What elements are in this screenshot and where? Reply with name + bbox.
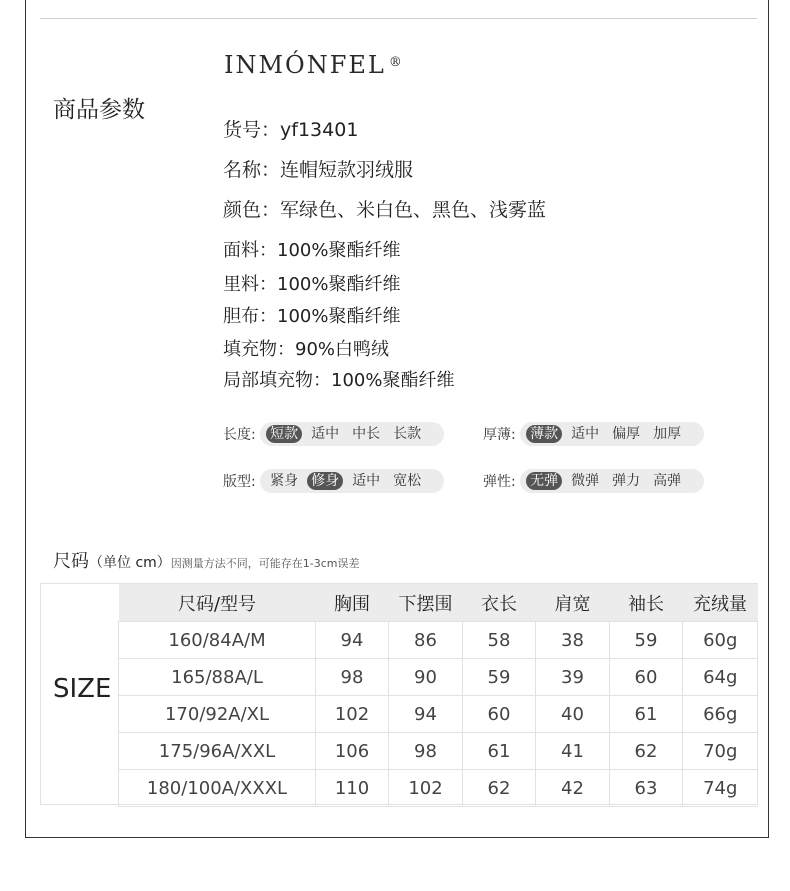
table-cell: 38 — [536, 622, 610, 659]
table-cell: 64g — [683, 659, 758, 696]
table-row — [119, 622, 758, 659]
table-cell: 40 — [536, 696, 610, 733]
table-cell: 102 — [316, 696, 389, 733]
attr-fit-options — [260, 469, 444, 493]
attr-elasticity-label: 弹性: — [483, 474, 516, 490]
table-cell: 170/92A/XL — [119, 696, 316, 733]
attr-elasticity-option: 高弹 — [653, 473, 682, 489]
size-note: 因测量方法不同，可能存在1-3cm误差 — [170, 557, 360, 570]
spec-item-lining: 里料：100%聚酯纤维 — [223, 274, 401, 295]
table-cell: 106 — [316, 733, 389, 770]
table-row — [119, 696, 758, 733]
spec-item-code: 货号：yf13401 — [223, 119, 359, 141]
table-cell: 60g — [683, 622, 758, 659]
table-cell: 180/100A/XXXL — [119, 770, 316, 807]
spec-item-inner-fabric: 胆布：100%聚酯纤维 — [223, 306, 401, 327]
table-cell: 70g — [683, 733, 758, 770]
header-size-model: 尺码/型号 — [119, 584, 316, 622]
spec-item-filling: 填充物：90%白鸭绒 — [223, 339, 390, 360]
attr-thickness — [483, 422, 704, 446]
table-cell: 86 — [389, 622, 463, 659]
table-cell: 98 — [389, 733, 463, 770]
spec-item-partial-filling: 局部填充物：100%聚酯纤维 — [223, 370, 455, 391]
table-cell: 60 — [463, 696, 536, 733]
size-title: 尺码 — [53, 551, 89, 572]
attr-thickness-option: 加厚 — [653, 426, 682, 442]
attr-length — [223, 422, 444, 446]
attr-thickness-option: 偏厚 — [612, 426, 641, 442]
attr-length-option: 长款 — [393, 426, 422, 442]
spec-item-name: 名称：连帽短款羽绒服 — [223, 159, 414, 181]
attr-length-label: 长度: — [223, 427, 256, 443]
table-cell: 60 — [610, 659, 683, 696]
attr-elasticity-option-selected: 无弹 — [526, 472, 562, 490]
spec-item-colors: 颜色：军绿色、米白色、黑色、浅雾蓝 — [223, 199, 547, 221]
table-row — [119, 770, 758, 807]
table-row — [119, 733, 758, 770]
attr-fit-label: 版型: — [223, 474, 256, 490]
attr-thickness-options — [520, 422, 704, 446]
table-cell: 59 — [610, 622, 683, 659]
attr-fit-option: 紧身 — [270, 473, 299, 489]
attr-elasticity-options — [520, 469, 704, 493]
table-cell: 59 — [463, 659, 536, 696]
table-cell: 66g — [683, 696, 758, 733]
attr-elasticity-option: 弹力 — [612, 473, 641, 489]
table-cell: 102 — [389, 770, 463, 807]
spec-item-shell-fabric: 面料：100%聚酯纤维 — [223, 240, 401, 261]
table-cell: 165/88A/L — [119, 659, 316, 696]
table-cell: 62 — [463, 770, 536, 807]
size-section-title — [53, 547, 360, 573]
attr-length-option-selected: 短款 — [266, 425, 302, 443]
table-cell: 41 — [536, 733, 610, 770]
size-table — [118, 584, 758, 807]
attr-length-options — [260, 422, 444, 446]
attr-thickness-option-selected: 薄款 — [526, 425, 562, 443]
header-hem: 下摆围 — [389, 584, 463, 622]
attr-length-option: 适中 — [311, 426, 340, 442]
table-cell: 42 — [536, 770, 610, 807]
table-cell: 74g — [683, 770, 758, 807]
size-unit: （单位 cm） — [89, 555, 171, 571]
table-cell: 175/96A/XXL — [119, 733, 316, 770]
table-row — [119, 659, 758, 696]
table-cell: 94 — [389, 696, 463, 733]
table-cell: 58 — [463, 622, 536, 659]
table-cell: 110 — [316, 770, 389, 807]
header-shoulder: 肩宽 — [536, 584, 610, 622]
attr-fit-option-selected: 修身 — [307, 472, 343, 490]
table-cell: 61 — [610, 696, 683, 733]
attr-fit-option: 适中 — [352, 473, 381, 489]
table-cell: 94 — [316, 622, 389, 659]
table-cell: 39 — [536, 659, 610, 696]
header-sleeve: 袖长 — [610, 584, 683, 622]
header-down-fill: 充绒量 — [683, 584, 758, 622]
header-chest: 胸围 — [316, 584, 389, 622]
size-table-header-row — [119, 584, 758, 622]
attr-thickness-label: 厚薄: — [483, 427, 516, 443]
table-cell: 98 — [316, 659, 389, 696]
section-title: 商品参数 — [53, 97, 145, 123]
attr-elasticity-option: 微弹 — [571, 473, 600, 489]
brand-name: INMÓNFEL — [224, 51, 386, 79]
header-length: 衣长 — [463, 584, 536, 622]
attr-fit — [223, 469, 444, 493]
top-divider — [40, 18, 757, 19]
attr-thickness-option: 适中 — [571, 426, 600, 442]
table-cell: 90 — [389, 659, 463, 696]
table-cell: 63 — [610, 770, 683, 807]
size-side-label: SIZE — [53, 674, 112, 704]
size-table-body — [119, 622, 758, 807]
attr-elasticity — [483, 469, 704, 493]
brand-logo — [224, 51, 404, 79]
registered-mark: ® — [388, 55, 404, 70]
table-cell: 160/84A/M — [119, 622, 316, 659]
table-cell: 61 — [463, 733, 536, 770]
table-cell: 62 — [610, 733, 683, 770]
attr-length-option: 中长 — [352, 426, 381, 442]
attr-fit-option: 宽松 — [393, 473, 422, 489]
